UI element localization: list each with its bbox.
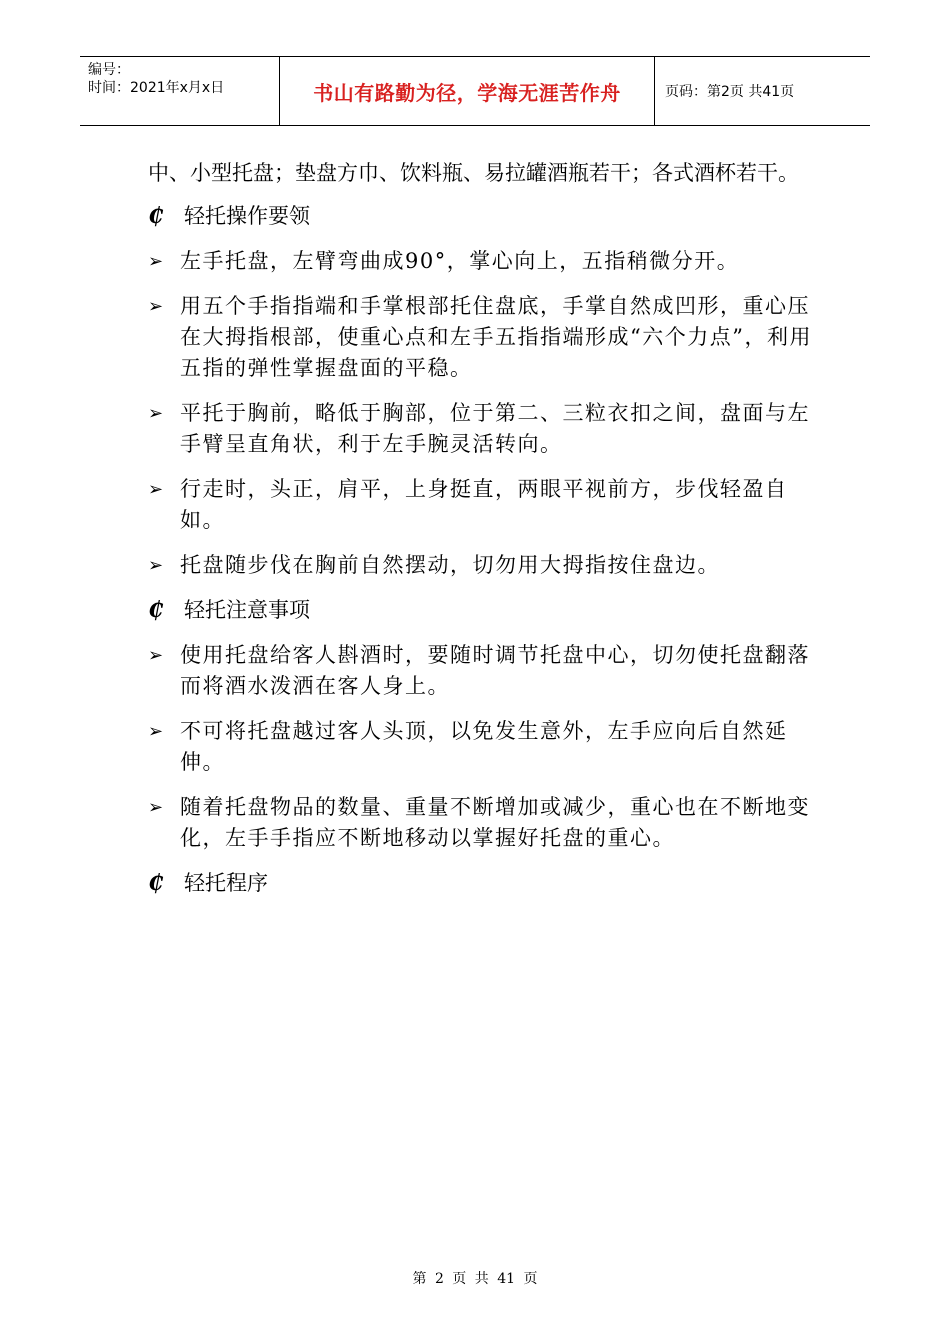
arrow-bullet-icon: ➢: [148, 296, 164, 317]
list-item: [148, 246, 828, 277]
header-page-info: 页码：第2页 共41页: [665, 84, 795, 100]
intro-paragraph: 中、小型托盘；垫盘方巾、饮料瓶、易拉罐酒瓶若干；各式酒杯若干。: [148, 161, 799, 185]
list-item-text: 托盘随步伐在胸前自然摆动，切勿用大拇指按住盘边。: [180, 553, 720, 577]
arrow-bullet-icon: ➢: [148, 251, 164, 272]
arrow-bullet-icon: ➢: [148, 555, 164, 576]
section-title: 轻托程序: [184, 871, 268, 895]
number-label: 编号：: [88, 62, 130, 78]
arrow-bullet-icon: ➢: [148, 403, 164, 424]
list-item-text: 用五个手指指端和手掌根部托住盘底，手掌自然成凹形，重心压在大拇指根部，使重心点和左手五指指端形成“六个力点”，利用五指的弹性掌握盘面的平稳。: [180, 294, 812, 380]
list-item: [148, 398, 828, 460]
arrow-bullet-icon: ➢: [148, 479, 164, 500]
section-precautions: [148, 595, 828, 854]
section-title: 轻托操作要领: [184, 204, 310, 228]
page-footer: 第 2 页 共 41 页: [412, 1271, 538, 1287]
list-item-text: 使用托盘给客人斟酒时，要随时调节托盘中心，切勿使托盘翻落而将酒水泼洒在客人身上。: [180, 643, 810, 698]
list-item: [148, 474, 828, 536]
list-item-text: 不可将托盘越过客人头顶，以免发生意外，左手应向后自然延伸。: [180, 719, 788, 774]
cent-icon: ₵: [148, 597, 164, 623]
cent-icon: ₵: [148, 203, 164, 229]
list-item: [148, 550, 828, 581]
list-item-text: 平托于胸前，略低于胸部，位于第二、三粒衣扣之间，盘面与左手臂呈直角状，利于左手腕灵活转向。: [180, 401, 810, 456]
list-item: [148, 716, 828, 778]
time-label: 时间：2021年x月x日: [88, 80, 225, 96]
header-motto: 书山有路勤为径，学海无涯苦作舟: [280, 57, 655, 125]
list-item: [148, 792, 828, 854]
list-item-text: 随着托盘物品的数量、重量不断增加或减少，重心也在不断地变化，左手手指应不断地移动以掌握好托盘的重心。: [180, 795, 810, 850]
cent-icon: ₵: [148, 870, 164, 896]
section-procedure: [148, 868, 828, 899]
page-header: [80, 56, 870, 126]
list-item: [148, 640, 828, 702]
arrow-bullet-icon: ➢: [148, 721, 164, 742]
section-heading: [148, 868, 828, 899]
section-operation: [148, 201, 828, 581]
list-item-text: 行走时，头正，肩平，上身挺直，两眼平视前方，步伐轻盈自如。: [180, 477, 788, 532]
section-title: 轻托注意事项: [184, 598, 310, 622]
list-item-text: 左手托盘，左臂弯曲成90°，掌心向上，五指稍微分开。: [180, 249, 740, 273]
arrow-bullet-icon: ➢: [148, 645, 164, 666]
list-item: [148, 291, 828, 384]
header-meta: [80, 57, 280, 125]
document-body: [148, 158, 828, 913]
section-heading: [148, 595, 828, 626]
section-heading: [148, 201, 828, 232]
arrow-bullet-icon: ➢: [148, 797, 164, 818]
